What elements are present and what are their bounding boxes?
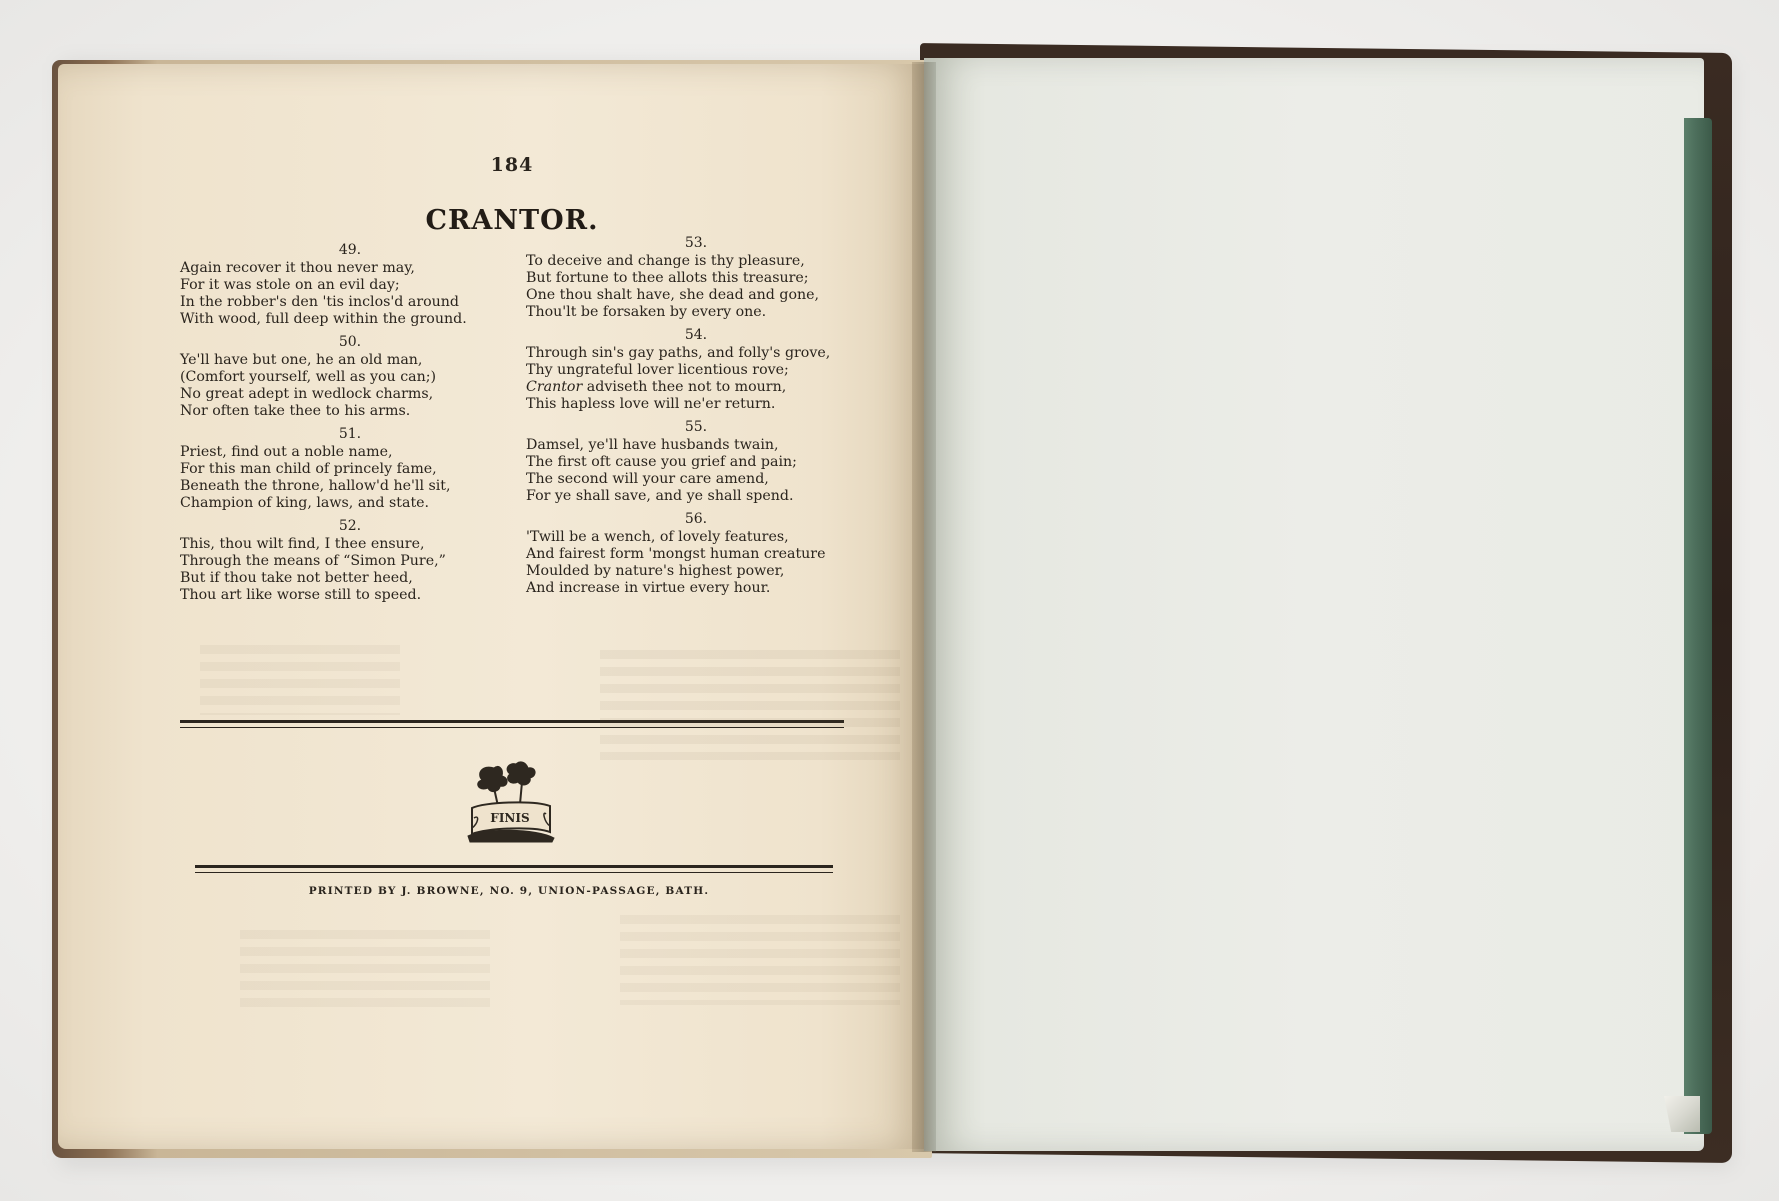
- verse-line: Through sin's gay paths, and folly's grove,: [526, 345, 831, 361]
- verse-line: (Comfort yourself, well as you can;): [180, 369, 437, 385]
- verse-line: Priest, find out a noble name,: [180, 444, 393, 460]
- stanza: [180, 242, 520, 328]
- verse-line: One thou shalt have, she dead and gone,: [526, 287, 820, 303]
- right-blank-page: [924, 58, 1704, 1151]
- verse-line: Beneath the throne, hallow'd he'll sit,: [180, 478, 451, 494]
- lower-rule-thick: [195, 865, 833, 868]
- stanza: [526, 235, 866, 321]
- verse-line: This hapless love will ne'er return.: [526, 396, 776, 412]
- verse-line: Ye'll have but one, he an old man,: [180, 352, 423, 368]
- verse-line: But if thou take not better heed,: [180, 570, 413, 586]
- stanza-number: 55.: [684, 419, 708, 435]
- verse-line: To deceive and change is thy pleasure,: [526, 253, 805, 269]
- verse-line: For it was stole on an evil day;: [180, 277, 400, 293]
- verse-line: This, thou wilt find, I thee ensure,: [180, 536, 425, 552]
- verse-line: Moulded by nature's highest power,: [526, 563, 785, 579]
- show-through-ghost: [240, 930, 490, 1010]
- stanza: [526, 419, 866, 505]
- verse-line: And fairest form 'mongst human creature: [526, 546, 826, 562]
- stanza-number: 50.: [338, 334, 362, 350]
- stanza-number: 51.: [338, 426, 362, 442]
- verse-line: Crantor adviseth thee not to mourn,: [526, 379, 787, 395]
- verse-line: Through the means of “Simon Pure,”: [180, 553, 446, 569]
- page-number: 184: [490, 154, 534, 176]
- stanza: [180, 426, 520, 512]
- finis-label: FINIS: [490, 811, 530, 825]
- stanza: [526, 327, 866, 413]
- show-through-ghost: [620, 915, 900, 1005]
- verse-line: For this man child of princely fame,: [180, 461, 437, 477]
- printer-imprint: PRINTED BY J. BROWNE, NO. 9, UNION-PASSAGE, BATH.: [308, 885, 710, 897]
- show-through-ghost: [600, 650, 900, 760]
- stanza: [180, 334, 520, 420]
- verse-line: Nor often take thee to his arms.: [180, 403, 411, 419]
- show-through-ghost: [200, 645, 400, 715]
- verse-line: Thou art like worse still to speed.: [180, 587, 422, 603]
- stanza-number: 53.: [684, 235, 708, 251]
- right-poem-column: [526, 235, 866, 603]
- verse-line: No great adept in wedlock charms,: [180, 386, 434, 402]
- stanza-number: 49.: [338, 242, 362, 258]
- verse-line: The second will your care amend,: [526, 471, 769, 487]
- verse-line: Again recover it thou never may,: [180, 260, 415, 276]
- left-poem-column: [180, 242, 520, 610]
- verse-line: 'Twill be a wench, of lovely features,: [526, 529, 789, 545]
- lower-rule-thin: [195, 872, 833, 873]
- verse-line: The first oft cause you grief and pain;: [526, 454, 797, 470]
- verse-line: In the robber's den 'tis inclos'd around: [180, 294, 460, 310]
- crantor-italic: Crantor: [526, 379, 583, 395]
- verse-line: With wood, full deep within the ground.: [180, 311, 467, 327]
- verse-line: Champion of king, laws, and state.: [180, 495, 430, 511]
- finis-vignette: [464, 758, 556, 844]
- stanza: [180, 518, 520, 604]
- verse-line: Thou'lt be forsaken by every one.: [526, 304, 767, 320]
- verse-line: And increase in virtue every hour.: [526, 580, 771, 596]
- verse-line: Damsel, ye'll have husbands twain,: [526, 437, 779, 453]
- stanza: [526, 511, 866, 597]
- page-title: CRANTOR.: [425, 205, 599, 236]
- green-endpaper-edge: [1684, 118, 1712, 1134]
- verse-line: But fortune to thee allots this treasure;: [526, 270, 809, 286]
- stanza-number: 52.: [338, 518, 362, 534]
- verse-line: For ye shall save, and ye shall spend.: [526, 488, 794, 504]
- verse-line: Thy ungrateful lover licentious rove;: [526, 362, 789, 378]
- stanza-number: 54.: [684, 327, 708, 343]
- stanza-number: 56.: [684, 511, 708, 527]
